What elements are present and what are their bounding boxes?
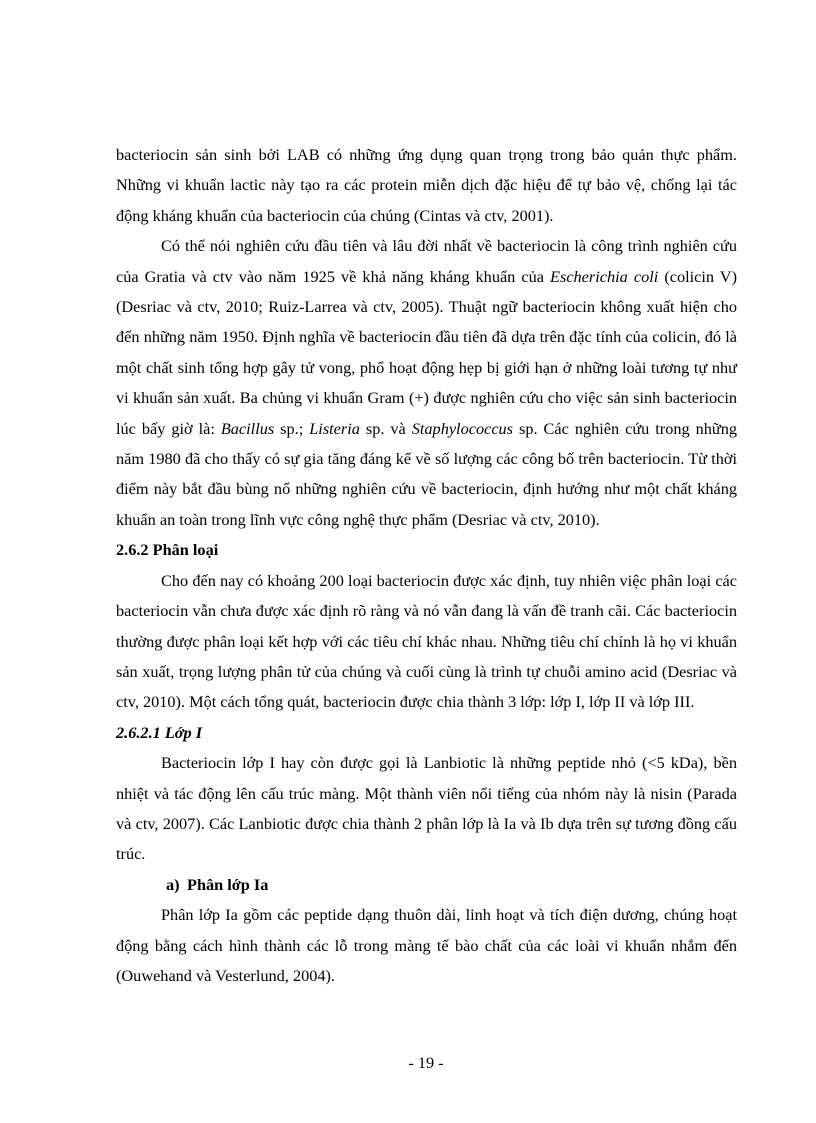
text-run: (colicin V) (Desriac và ctv, 2010; Ruiz-Larrea và ctv, 2005). Thuật ngữ bacteriocin không xuất hiện cho đến những năm 1950. Định nghĩa về bacteriocin đầu tiên đã dựa trên đặc tính của colicin, đó là một chất sinh tổng hợp gây tử vong, phổ hoạt động hẹp bị giới hạn ở những loài tương tự như vi khuẩn sản xuất. Ba chủng vi khuẩn Gram (+) được nghiên cứu cho việc sản sinh bacteriocin lúc bấy giờ là: bbox=[116, 266, 737, 438]
document-body bbox=[116, 140, 737, 991]
species-name: Escherichia coli bbox=[550, 266, 659, 286]
section-heading-2-6-2: 2.6.2 Phân loại bbox=[116, 540, 219, 560]
species-name: Listeria bbox=[309, 418, 360, 438]
paragraph-history bbox=[116, 231, 737, 535]
species-name: Staphylococcus bbox=[411, 418, 514, 438]
subsection-heading-2-6-2-1: 2.6.2.1 Lớp I bbox=[116, 722, 203, 742]
page-number: - 19 - bbox=[408, 1053, 444, 1072]
paragraph-subclass-ia: Phân lớp Ia gồm các peptide dạng thuôn dài, linh hoạt và tích điện dương, chúng hoạt động bằng cách hình thành các lỗ trong màng tế bào chất của các loài vi khuẩn nhắm đến (Ouwehand và Vesterlund, 2004). bbox=[116, 905, 737, 985]
text-run: sp.; bbox=[274, 418, 310, 438]
text-run: sp. Các nghiên cứu trong những năm 1980 đã cho thấy có sự gia tăng đáng kể về số lượng các công bố trên bacteriocin. Từ thời điểm này bắt đầu bùng nổ những nghiên cứu về bacteriocin, định hướng như một chất kháng khuẩn an toàn trong lĩnh vực công nghệ thực phẩm (Desriac và ctv, 2010). bbox=[116, 418, 737, 529]
species-name: Bacillus bbox=[220, 418, 275, 438]
paragraph-intro: bacteriocin sản sinh bởi LAB có những ứng dụng quan trọng trong bảo quản thực phẩm. Những vi khuẩn lactic này tạo ra các protein miễn dịch đặc hiệu để tự bảo vệ, chống lại tác động kháng khuẩn của bacteriocin của chúng (Cintas và ctv, 2001). bbox=[116, 145, 737, 225]
text-run: Có thể nói nghiên cứu đầu tiên và lâu đời nhất về bacteriocin là công trình nghiên cứu của Gratia và ctv vào năm 1925 về khả năng kháng khuẩn của bbox=[116, 236, 737, 286]
paragraph-class-one: Bacteriocin lớp I hay còn được gọi là Lanbiotic là những peptide nhỏ (<5 kDa), bền nhiệt và tác động lên cấu trúc màng. Một thành viên nổi tiếng của nhóm này là nisin (Parada và ctv, 2007). Các Lanbiotic được chia thành 2 phân lớp là Ia và Ib dựa trên sự tương đồng cấu trúc. bbox=[116, 753, 737, 864]
list-marker: a) bbox=[166, 874, 180, 894]
list-item-heading-a bbox=[116, 870, 737, 900]
text-run: sp. và bbox=[359, 418, 412, 438]
paragraph-classification: Cho đến nay có khoảng 200 loại bacteriocin được xác định, tuy nhiên việc phân loại các bacteriocin vẫn chưa được xác định rõ ràng và nó vẫn đang là vấn đề tranh cãi. Các bacteriocin thường được phân loại kết hợp với các tiêu chí khác nhau. Những tiêu chí chính là họ vi khuẩn sản xuất, trọng lượng phân tử của chúng và cuối cùng là trình tự chuỗi amino acid (Desriac và ctv, 2010). Một cách tổng quát, bacteriocin được chia thành 3 lớp: lớp I, lớp II và lớp III. bbox=[116, 570, 737, 712]
list-item-label: Phân lớp Ia bbox=[187, 874, 269, 894]
